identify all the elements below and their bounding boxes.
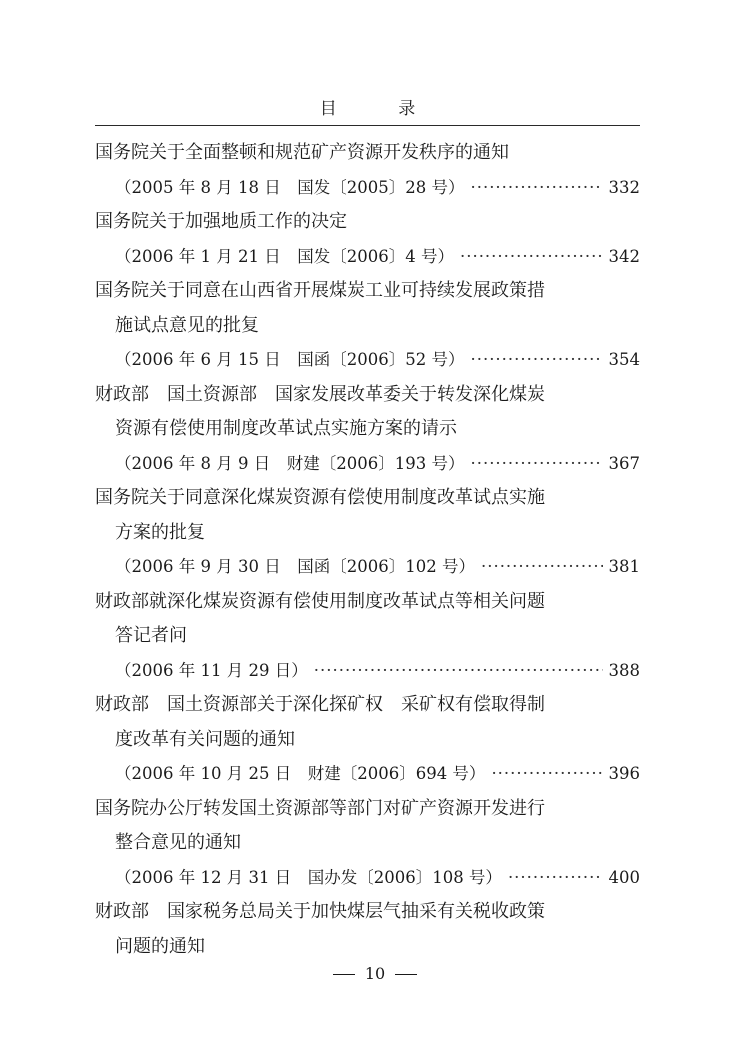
entry-page-number: 367 — [608, 453, 640, 473]
entry-title-line: 问题的通知 — [115, 935, 205, 957]
entry-title-line: 财政部 国家税务总局关于加快煤层气抽采有关税收政策 — [95, 901, 545, 922]
entry-title — [95, 205, 640, 240]
page-number: 10 — [364, 964, 386, 983]
toc-entry[interactable] — [95, 274, 640, 378]
entry-title — [95, 895, 640, 964]
entry-title-line: 整合意见的通知 — [115, 832, 241, 853]
toc-entry[interactable] — [95, 136, 640, 205]
footer-dash-right — [395, 974, 417, 975]
entry-reference — [95, 757, 640, 792]
entry-title-line: 答记者问 — [115, 625, 187, 646]
dot-leader — [460, 240, 603, 275]
entry-date-docnum: （2006 年 12 月 31 日 国办发〔2006〕108 号） — [115, 867, 502, 887]
entry-page-number: 342 — [608, 246, 640, 266]
entry-page-number: 332 — [608, 177, 640, 197]
toc-heading: 目 录 — [319, 99, 444, 119]
dot-leader — [470, 447, 602, 482]
entry-reference — [95, 550, 640, 585]
entry-title-line: 资源有偿使用制度改革试点实施方案的请示 — [115, 418, 457, 439]
entry-page-number: 381 — [608, 557, 640, 576]
entry-title-line: 财政部 国土资源部关于深化探矿权 采矿权有偿取得制 — [95, 694, 545, 715]
entry-page-number: 354 — [608, 350, 640, 369]
entry-title — [95, 688, 640, 757]
entry-reference — [95, 861, 640, 896]
page-footer — [0, 962, 750, 986]
toc-entry[interactable] — [95, 792, 640, 896]
entry-title — [95, 481, 640, 550]
entry-date-docnum: （2005 年 8 月 18 日 国发〔2005〕28 号） — [115, 177, 465, 197]
dot-leader — [470, 343, 602, 378]
entry-reference — [95, 240, 640, 275]
entry-title-line: 方案的批复 — [115, 521, 205, 543]
entry-page-number: 400 — [608, 867, 640, 887]
entry-title-line: 国务院关于同意深化煤炭资源有偿使用制度改革试点实施 — [95, 487, 545, 508]
toc-entry[interactable] — [95, 378, 640, 482]
entry-title-line: 度改革有关问题的通知 — [115, 728, 295, 750]
dot-leader — [470, 171, 602, 206]
entry-title-line: 国务院关于全面整顿和规范矿产资源开发秩序的通知 — [95, 142, 509, 163]
entry-date-docnum: （2006 年 8 月 9 日 财建〔2006〕193 号） — [115, 453, 465, 473]
table-of-contents — [95, 136, 640, 964]
entry-date-docnum: （2006 年 9 月 30 日 国函〔2006〕102 号） — [115, 557, 475, 576]
entry-page-number: 396 — [608, 764, 640, 783]
entry-title-line: 国务院办公厅转发国土资源部等部门对矿产资源开发进行 — [95, 797, 545, 819]
toc-entry[interactable] — [95, 481, 640, 585]
toc-entry[interactable] — [95, 895, 640, 964]
entry-reference — [95, 654, 640, 689]
entry-title-line: 施试点意见的批复 — [115, 314, 259, 336]
entry-page-number: 388 — [608, 660, 640, 680]
toc-entry[interactable] — [95, 688, 640, 792]
entry-title — [95, 792, 640, 861]
entry-title — [95, 585, 640, 654]
dot-leader — [491, 757, 602, 792]
entry-title-line: 财政部就深化煤炭资源有偿使用制度改革试点等相关问题 — [95, 590, 545, 612]
entry-title — [95, 136, 640, 171]
entry-reference — [95, 343, 640, 378]
dot-leader — [481, 550, 603, 585]
dot-leader — [508, 861, 603, 896]
entry-reference — [95, 447, 640, 482]
dot-leader — [314, 654, 603, 689]
entry-date-docnum: （2006 年 1 月 21 日 国发〔2006〕4 号） — [115, 246, 454, 266]
entry-reference — [95, 171, 640, 206]
entry-title — [95, 378, 640, 447]
toc-entry[interactable] — [95, 205, 640, 274]
entry-title-line: 国务院关于加强地质工作的决定 — [95, 211, 347, 232]
entry-title-line: 国务院关于同意在山西省开展煤炭工业可持续发展政策措 — [95, 280, 545, 301]
entry-title-line: 财政部 国土资源部 国家发展改革委关于转发深化煤炭 — [95, 383, 545, 405]
entry-date-docnum: （2006 年 11 月 29 日） — [115, 660, 308, 680]
footer-dash-left — [333, 974, 355, 975]
running-header — [95, 93, 640, 126]
entry-date-docnum: （2006 年 6 月 15 日 国函〔2006〕52 号） — [115, 350, 465, 369]
toc-entry[interactable] — [95, 585, 640, 689]
entry-date-docnum: （2006 年 10 月 25 日 财建〔2006〕694 号） — [115, 764, 486, 783]
entry-title — [95, 274, 640, 343]
